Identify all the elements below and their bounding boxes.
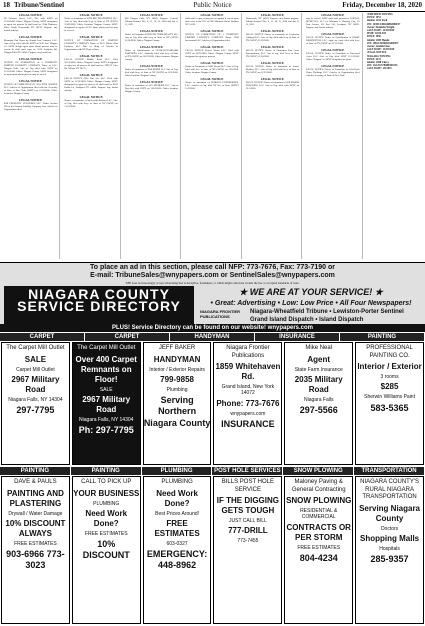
ad-line: CALL TO PICK UP [81,479,132,485]
tow-listing-line: SALE DATE: 1/8/2021 [366,67,392,71]
legal-notice [246,13,299,26]
ad-line: 10% DISCOUNT ALWAYS [5,518,66,538]
page-number: 18 [3,1,10,9]
ad-line: CONTRACTS OR PER STORM [286,522,351,542]
ad-line: DAVE & PAULS [14,479,57,485]
legal-notice-title: LEGAL NOTICE [260,77,284,81]
ad-line: Doctors [380,525,399,532]
legal-notice [306,64,359,77]
legal-notice [185,77,238,90]
legal-notice-body: NOTICE OF FORMATION OF LIMITED LIABILITY COMPANY Name of LLC: Walter Bins Products, LLC Date of filing of Articles of Organization with NY Dept of State. [64,39,118,51]
legal-notice-body: Notice of formation of APA MODERN LLC. Arts of Org filed with SSNY on 11/02/2020. Office location: Niagara County. [124,84,179,93]
legal-notice [306,13,359,29]
legal-notice [246,29,299,42]
legal-notice [246,61,299,74]
tow-listing-line: Vehicle: 2005 Honda [366,38,390,42]
ad-line: 3 rooms [380,374,399,380]
legal-notice [246,45,299,58]
ad-line: 2967 Military Road [11,374,60,394]
ad-line: 773-7455 [237,538,259,545]
legal-notice-title: LEGAL NOTICE [19,13,43,17]
ad-line: HANDYMAN [153,354,201,364]
issue-date: Friday, December 18, 2020 [342,1,422,9]
ad-line: NIAGARA COUNTY'S RURAL NIAGARA TRANSPORTATION [360,479,419,500]
page-header [0,0,425,12]
legal-notice [185,61,238,74]
legal-notice-body: LEGAL NOTICE Notice of Formation East Cross Entertainment, LLC. Arts of org. filed Secy. of State NY (SSNY) 11/10/2020. [245,49,300,58]
tow-listing-line: TIME: 10:00 AM [366,32,386,36]
legal-notice-title: LEGAL NOTICE [19,35,43,39]
service-directory-banner [0,262,425,325]
ad-line: Maloney Paving & General Contracting [291,479,346,493]
ad-line: State Farm Insurance [294,366,343,373]
ad-line: Mike Neal [305,345,333,351]
tow-listing-line: TOW#: 2431 [366,57,381,61]
legal-notice [125,29,178,42]
legal-notice-body: NOTICE OF FORMATION OF 2025 PINE AVENUE LLC Articles of Organization filed with the Secretary of State of New York (SSNY) on 11/19/2020. Office located in Niagara County. [4,83,58,95]
tow-listing-line: TOW#: 1951 [366,16,381,20]
ad-line: 603-0327 [166,540,188,547]
ad-line: 1859 Whitehaven Rd. [215,362,281,381]
tow-listing-line: Vehicle: 2011 Ford [366,19,388,23]
ad-line: YOUR BUSINESS [73,488,140,498]
legal-notice-title: LEGAL NOTICE [140,64,164,68]
legal-notice-body: Notice of Formation FOREVER FORM REALTY LLC Arts of Org filed with Secy of State of NY (SSNY) 11/30/2020. Office: Niagara County. [124,33,179,42]
ad-line: $285 [380,382,399,392]
category-header: TRANSPORTATION [354,467,425,475]
ad-line: Niagara Falls, NY 14304 [79,416,134,423]
legal-notice-body: LEGAL NOTICE Notice of Formation of Pinewood Acres LLC. Arts. of Org. filed SSNY 11/12/2020. Office: Niagara Co. SSNY designated as agent. [306,52,360,61]
legal-notice-body: Notice of Qualification of GLOBALSTANDARD PARTNERS, LLC. Authority filed with Secy of State of NY (SSNY) on 10/19/2020. Office location: Niagara County. [124,49,179,61]
legal-notice-title: LEGAL NOTICE [321,48,345,52]
legal-notice-body: Notice of formation of WNY BBC PROPERTIES LLC. Arts. of Org. filed with Secy. of State of NY (SSNY) 12/09/2020. Office location: Niagara County. SSNY designated as agent of LLC upon whom process may be served. [64,17,118,32]
tow-listing-line: Vehicle: 2008 Chevy [366,61,389,65]
paper-name: Tribune/Sentinel [14,1,65,9]
ad-line: FREE ESTIMATES [14,540,57,547]
papers-line: Niagara-Wheatfield Tribune • Lewiston-Porter Sentinel [250,309,404,315]
service-ad [213,476,282,624]
ad-line: PAINTING AND PLASTERING [6,488,64,508]
tow-listing-line: Owner: Jennifer Doe [366,45,390,49]
banner-line2: E-mail: TribuneSales@wnypapers.com or SentinelSales@wnypapers.com [90,272,335,279]
legal-notice-body: Mountain Oak Vapes by Kendra Law Ventures, LLC. Arts of Org. filed with the SSNY on 9/30. Loc: Niagara Co. SSNY design agent upon whom process may be served & shall mail copy to: 3510 Lockport Rd, Niagara Falls NY 14305. Purpose: any lawful act. [4,39,58,54]
ad-line: Shopping Malls [360,533,420,543]
section-title: Public Notice [193,1,232,9]
legal-notice-body: LEGAL NOTICE Notice of Qualification of RW&T RESIDENTIAL LLC. Appl. for Auth. filed with Secy of State of NY (SSNY) on 11/12/2020. [306,36,360,45]
ad-line: 297-5566 [299,405,338,415]
banner-disclaimer: NFP does not knowingly accept advertising that is deceptive, fraudulent, or which might otherwise violate the law or accepted standards of taste. [125,281,300,285]
service-ad [143,342,212,465]
legal-notice-title: LEGAL NOTICE [19,57,43,61]
category-row-2 [0,467,425,475]
legal-notice-body: LEGAL NOTICE Notice of formation of Fenderson Cullinant LLC. Arts. of Org. filed with Secy. of State of NY (SSNY) 11/19/2020. [245,33,300,42]
legal-notice-title: LEGAL NOTICE [19,79,43,83]
ad-line: 777-DRILL [228,526,268,536]
category-header: PAINTING [0,467,71,475]
tow-listing-line: NIAGARA TOWING [366,54,391,58]
service-ad [72,342,141,465]
ad-line: Agent [307,354,331,364]
category-header: HANDYMAN [170,333,255,341]
ad-line: JUST CALL BILL [229,518,267,524]
promo-headline: ★ WE ARE AT YOUR SERVICE! ★ [239,287,383,297]
legal-notice [125,13,178,26]
ad-line: PLUMBING [161,479,193,485]
category-header: PAINTING [71,467,142,475]
legal-notice-body: Notice of formation of PERRIGS ENTERPRISES, LLC. Articles of Org. filed NY Sec. of State (SSNY) 11/6/2020. [185,81,239,90]
directory-title: NIAGARA COUNTY SERVICE DIRECTORY [4,286,194,326]
promo-subline: • Great: Advertising • Low: Low Price • All Four Newspapers! [210,300,412,307]
tow-listing-line: VIN: 1HGCM56465A000471 [366,41,399,45]
service-ad [355,476,424,624]
ad-line: PROFESSIONAL PAINTING CO. [366,345,413,359]
legal-notice [4,57,57,76]
legal-notice-title: LEGAL NOTICE [200,77,224,81]
ad-line: Phone: 773-7676 [216,398,280,408]
notice-column [367,13,422,259]
legal-notice-title: LEGAL NOTICE [79,13,103,17]
ad-row-2 [0,475,425,625]
legal-notice-title: LEGAL NOTICE [140,45,164,49]
service-ad [284,476,353,624]
legal-notice [125,64,178,77]
ad-line: 903-6966 773-3023 [6,549,65,571]
papers-line-2: Grand Island Dispatch • Island Dispatch [250,317,364,323]
ad-line: Need Work Done? [85,508,128,528]
category-header: SNOW PLOWING [283,467,354,475]
legal-notice [185,13,238,26]
ad-line: Grand Island, New York 14072 [221,384,275,397]
website-tagline: PLUS! Service Directory can be found on our website! wnypapers.com [0,324,425,332]
ad-line: Niagara Frontier Publications [226,345,270,359]
legal-notice-body: shall mail a copy of any process against it served upon him or her to the LLC at 5933 Shawnee Road, Sanborn NY 14132. [185,17,239,26]
category-row-1 [0,333,425,341]
legal-notice-body: KJR PROPERTY VENTURES LLC. Under Section 206 of the Limited Liability Company Law. Articles of Organization filed. [4,102,58,111]
ad-line: PLUMBING [93,500,120,507]
ad-line: Serving Niagara County [359,503,421,523]
category-header: CARPET [85,333,170,341]
legal-notice-body: may be served. SSNY shall mail process to: NATHAL MCKEAN L LLC c/o Marianne L. Kasting, Esq., 23 East Avenue, PO Box 520, Lockport, NY 14095. Purpose: any lawful activity. [306,17,360,29]
legal-notice [64,35,117,51]
legal-notice-title: LEGAL NOTICE [260,13,284,17]
ad-line: 10% DISCOUNT [82,539,130,561]
ad-line: 2035 Military Road [294,374,343,394]
service-ad [1,476,70,624]
legal-notice-body: Tonawanda, NY 14120. Purpose: any lawful purpose. Tribune/Sentinel Dec. 4, 11, 18, 25, 2020 and Jan. 8, 15, 2021 [245,17,300,26]
notice-column [64,13,120,259]
category-header: CARPET [0,333,85,341]
service-ad [72,476,141,624]
legal-notices [4,13,422,259]
legal-notice-title: LEGAL NOTICE [321,32,345,36]
ad-line: JEFF BAKER [158,345,196,351]
legal-notice-title: LEGAL NOTICE [140,80,164,84]
service-ad [1,342,70,465]
ad-line: SALE [24,354,47,364]
tow-listing-line: CERTIFIED TOWING [366,13,393,16]
legal-notice-body: NOTICE OF FORMATION OF A DOMESTIC LIMITED LIABILITY COMPANY Name: H/M Investment LLC Articles of Organization filed. [185,33,239,42]
ad-line: wnypapers.com [230,410,266,417]
legal-notice-body: Notice of formation of Steelworks/Bellows LLC. Arts. of Org. filed with Secy. of State of NY (SSNY) on 11/12/2020. [64,99,118,108]
ad-line: The Carpet Mill Outlet [77,345,136,351]
ad-line: RESIDENTIAL & COMMERCIAL [300,508,338,521]
legal-notice-title: LEGAL NOTICE [79,73,103,77]
ad-line: Drywall / Water Damage [8,510,63,517]
legal-notice-body: NOTICE OF FORMATION of a DOMESTIC LIMITED LIABILITY COMPANY. Name of LLC: Niagara Falls, Arts of Org filed with SSNY on 11/16/2020. Office: Niagara County. SSNY designated as agent upon whom process may be served. [4,61,58,76]
ad-line: BILLS POST HOLE SERVICE [221,479,275,493]
legal-notice [4,79,57,95]
legal-notice-body: LEGAL NOTICE Middle Road LLC. Filed 10/31/2020. Office: Niagara County. SSNY designated as agent for all process & shall mail to: 2990 N. Line Rd, Wilson NY 14172. [64,58,118,70]
ad-line: Niagara Falls, NY 14304 [8,396,63,403]
ad-line: IF THE DIGGING GETS TOUGH [216,496,280,515]
legal-notice-title: LEGAL NOTICE [260,61,284,65]
ad-line: Best Prices Around! [155,510,200,517]
legal-notice [125,80,178,93]
legal-notice-title: LEGAL NOTICE [19,98,43,102]
service-ad [284,342,353,465]
ad-line: Hospitals [379,545,400,552]
ad-line: Niagara Falls [303,396,334,403]
ad-line: FREE ESTIMATES [154,518,200,538]
ad-row-1 [0,341,425,466]
notice-column [246,13,302,259]
category-header: INSURANCE [255,333,340,341]
legal-notice-title: LEGAL NOTICE [140,13,164,17]
ad-line: 583-5365 [370,402,409,413]
legal-notice [125,45,178,61]
legal-notice-title: LEGAL NOTICE [260,29,284,33]
ad-line: 799-9858 [160,374,194,384]
ad-line: 285-9357 [370,554,409,564]
ad-line: FREE ESTIMATES [84,530,128,537]
category-header: PLUMBING [142,467,213,475]
tow-listing-line: VIN: 1FMCU0DG6BKB00017 [366,22,401,26]
legal-notice [64,13,117,32]
notice-column [185,13,241,259]
legal-notice [64,54,117,70]
legal-notice-title: LEGAL NOTICE [79,35,103,39]
tow-listing-line: VIN: 1G1ZG57B48F000125 [366,64,398,68]
ad-line: Plumbing [166,386,188,393]
legal-notice-title: LEGAL NOTICE [200,13,224,17]
legal-notice-title: LEGAL NOTICE [321,64,345,68]
tow-listing-line: Owner: Deenisha Wright [366,25,395,29]
legal-notice-body: IN Falconer Street, LLC, File with SSNY on 11/30/2020. Office: Niagara County. SSNY designated as agent for process & shall mail to: 2244 Dunlavey Drive North Tonawanda NY 14120. Purpose: any lawful activity. [4,17,58,32]
notice-column [125,13,181,259]
legal-notice-title: LEGAL NOTICE [200,61,224,65]
legal-notice-title: LEGAL NOTICE [260,45,284,49]
ad-line: Interior / Exterior Repairs [149,366,205,373]
ad-line: 2967 Military Road [82,394,131,414]
ad-line: Carpet Mill Outlet [16,366,55,373]
service-ad [355,342,424,465]
nfp-logo: NIAGARA FRONTIER PUBLICATIONS [200,309,241,319]
ad-line: 804-4234 [299,552,338,563]
ad-line: FREE ESTIMATES [297,544,341,551]
ad-line: Over 400 Carpet Remnants on Floor! [75,354,137,384]
ad-line: INSURANCE [221,418,275,429]
tow-listing-line: TOW#: 1956 [366,35,381,39]
legal-notice-title: LEGAL NOTICE [200,29,224,33]
ad-line: Sherwin Williams Paint [364,394,415,401]
legal-notice-title: LEGAL NOTICE [140,29,164,33]
legal-notice [64,95,117,108]
legal-notice [246,77,299,90]
legal-notice-title: LEGAL NOTICE [79,54,103,58]
ad-line: SALE [99,386,113,393]
legal-notice [4,98,57,111]
legal-notice-body: Notice of Formation of AMC Rental LLC. Arts. of Org. filed with Sec. of State of NY (SSNY) on 11/6/2020. Office location: Niagara County. [185,65,239,74]
legal-notice-body: LEGAL NOTICE 3955 Pine Ave LLC. Filed with SSNY on 11/23/2020. Office: Niagara County. SSNY designated as agent for process & shall mail to: 8033 Robin Ln, Lockport NY 14094. Purpose: any lawful activity. [64,77,118,92]
legal-notice-body: Notice of formation of 3930 BEEBE LLC Arts. of Org. filed with Secy. of State of NY (SSNY) on 12/3/2020. Office location: Niagara County. [124,68,179,77]
ad-line: Ph: 297-7795 [78,425,134,435]
ad-line: The Carpet Mill Outlet [6,345,65,351]
legal-notice [306,48,359,61]
ad-line: Serving Northern Niagara County [143,395,211,428]
ad-line: Need Work Done? [156,488,198,508]
category-header: PAINTING [340,333,425,341]
tow-listing-line: LEGAL NOTICE [366,51,387,55]
legal-notice [4,13,57,32]
legal-notice-title: LEGAL NOTICE [200,45,224,49]
legal-notice [185,45,238,58]
legal-notice-body: LEGAL NOTICE Wenzel Works LLC. Filed with SSNY on 10/22/2020. Office: Niagara County. SSNY designated as agent for process. [185,49,239,58]
tow-listing-line: SALE DATE: 12/30/2020 [366,29,395,33]
legal-notice [64,73,117,92]
legal-notice-body: LEGAL NOTICE Notice of Formation of Cold Rock Home Holdings LLC. Articles of Organization filed with the Secretary of State of New York. [306,68,360,77]
legal-notice-title: LEGAL NOTICE [321,13,345,17]
ad-line: Interior / Exterior [357,362,422,371]
legal-notice-body: LEGAL NOTICE Notice of formation of Laurel Meadow LLC. Arts. of Org. filed with Secy. of State of NY (SSNY) on 11/25/2020. [245,65,300,74]
banner-line1: To place an ad in this section, please call NFP: 773-7676, Fax: 773-7190 or [90,264,335,271]
legal-notice-body: LEGAL NOTICE Notice of formation of WILDWIND TRUCKING LLC. Arts of Org. filed with SSNY on 12/1/2020. [245,81,300,90]
ad-line: SNOW PLOWING [286,496,352,505]
ad-line: EMERGENCY: 448-8962 [146,549,208,571]
legal-notice [4,35,57,54]
service-ad [213,342,282,465]
category-header: POST HOLE SERVICES [212,467,283,475]
legal-notice-body: Bill Niagara Falls, NY 14305. Purpose: General. Tribune/Sentinel Dec. 4, 11, 18, 25, 2020 and Jan. 8, 15, 2021 [124,17,179,26]
ad-line: 297-7795 [16,405,55,415]
legal-notice [306,32,359,45]
tow-listing-line: SALE DATE: 12/30/2020 [366,48,395,52]
promo-block [200,287,422,323]
legal-notice-title: LEGAL NOTICE [79,95,103,99]
legal-notice [185,29,238,42]
notice-column [4,13,60,259]
service-ad [143,476,212,624]
notice-column [306,13,362,259]
